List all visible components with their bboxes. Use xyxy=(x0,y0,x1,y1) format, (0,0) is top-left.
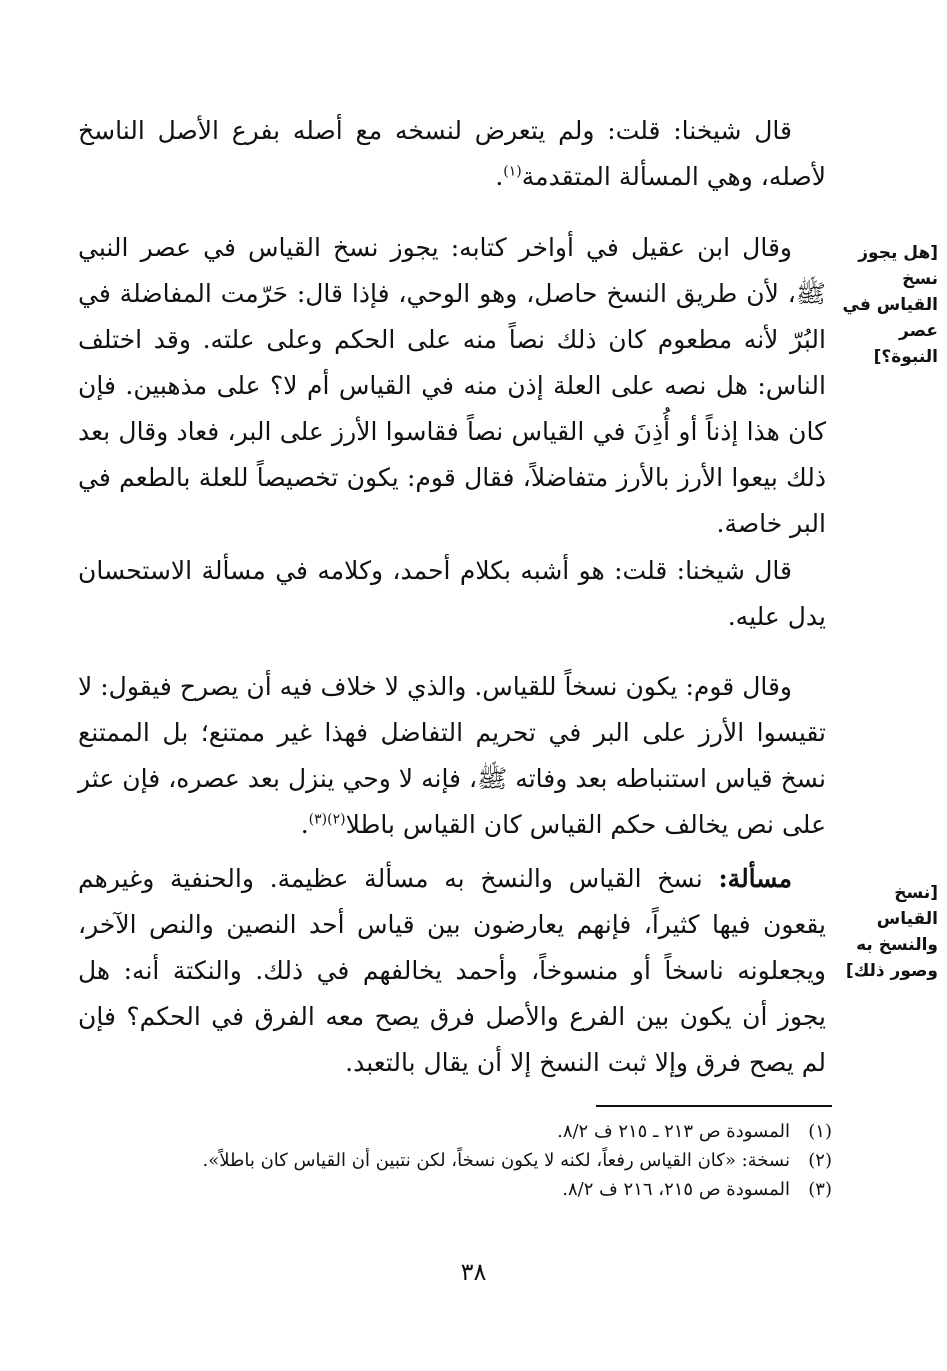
paragraph-5: مسألة: نسخ القياس والنسخ به مسألة عظيمة. والحنفية وغيرهم يقعون فيها كثيراً، فإنهم يعارضون بين قياس أحد النصين والنص الآخر، ويجعلونه ناسخاً أو منسوخاً، وأحمد يخالفهم في ذلك. والنكتة أنه: هل يجوز أن يكون بين الفرع والأصل فرق يصح معه الفرق في الحكم؟ فإن لم يصح فرق وإلا ثبت النسخ إلا أن يقال بالتعبد. xyxy=(78,864,826,1077)
footnote-1: (١)المسودة ص ٢١٣ ـ ٢١٥ ف ٨/٢. xyxy=(557,1121,832,1142)
footnote-3: (٣)المسودة ص ٢١٥، ٢١٦ ف ٨/٢. xyxy=(562,1179,832,1200)
footnote-2: (٢)نسخة: «كان القياس رفعاً، لكنه لا يكون نسخاً، لكن نتبين أن القياس كان باطلاً». xyxy=(202,1150,832,1171)
margin-note-qiyas-prophet-era: [هل يجوز نسخ القياس في عصر النبوة؟] xyxy=(842,243,938,367)
paragraph-2: وقال ابن عقيل في أواخر كتابه: يجوز نسخ القياس في عصر النبي ﷺ، لأن طريق النسخ حاصل، وهو الوحي، فإذا قال: حَرّمت المفاضلة في البُرّ لأنه مطعوم كان ذلك نصاً منه على الحكم وعلى علته. وقد اختلف الناس: هل نصه على العلة إذن منه في القياس أم لا؟ على مذهبين. فإن كان هذا إذناً أو أُذِنَ في القياس نصاً فقاسوا الأرز على البر، فعاد وقال بعد ذلك بيعوا الأرز بالأرز متفاضلاً، فقال قوم: يكون تخصيصاً للعلة بالطعم في البر خاصة. xyxy=(78,233,826,538)
margin-note-abrogation-qiyas: [نسخ القياس والنسخ به وصور ذلك] xyxy=(845,883,938,981)
paragraph-1: قال شيخنا: قلت: ولم يتعرض لنسخه مع أصله بفرع الأصل الناسخ لأصله، وهي المسألة المتقدمة$^{(١)}$. xyxy=(78,116,826,191)
paragraph-3: قال شيخنا: قلت: هو أشبه بكلام أحمد، وكلامه في مسألة الاستحسان يدل عليه. xyxy=(78,556,826,631)
footnote-ref-2-3[interactable]: (٢)(٣) xyxy=(308,811,346,828)
footnote-divider xyxy=(596,1105,832,1107)
issue-heading: مسألة: xyxy=(718,864,792,893)
page-number: ٣٨ xyxy=(460,1258,487,1286)
footnotes xyxy=(120,1117,832,1204)
paragraph-4: وقال قوم: يكون نسخاً للقياس. والذي لا خلاف فيه أن يصرح فيقول: لا تقيسوا الأرز على البر في تحريم التفاضل فهذا غير ممتنع؛ بل الممتنع نسخ قياس استنباطه بعد وفاته ﷺ، فإنه لا وحي ينزل بعد عصره، فإن عثر على نص يخالف حكم القياس كان القياس باطلا$^{(٢)(٣)}$. xyxy=(78,672,826,839)
footnote-ref-1[interactable]: (١) xyxy=(503,163,522,180)
